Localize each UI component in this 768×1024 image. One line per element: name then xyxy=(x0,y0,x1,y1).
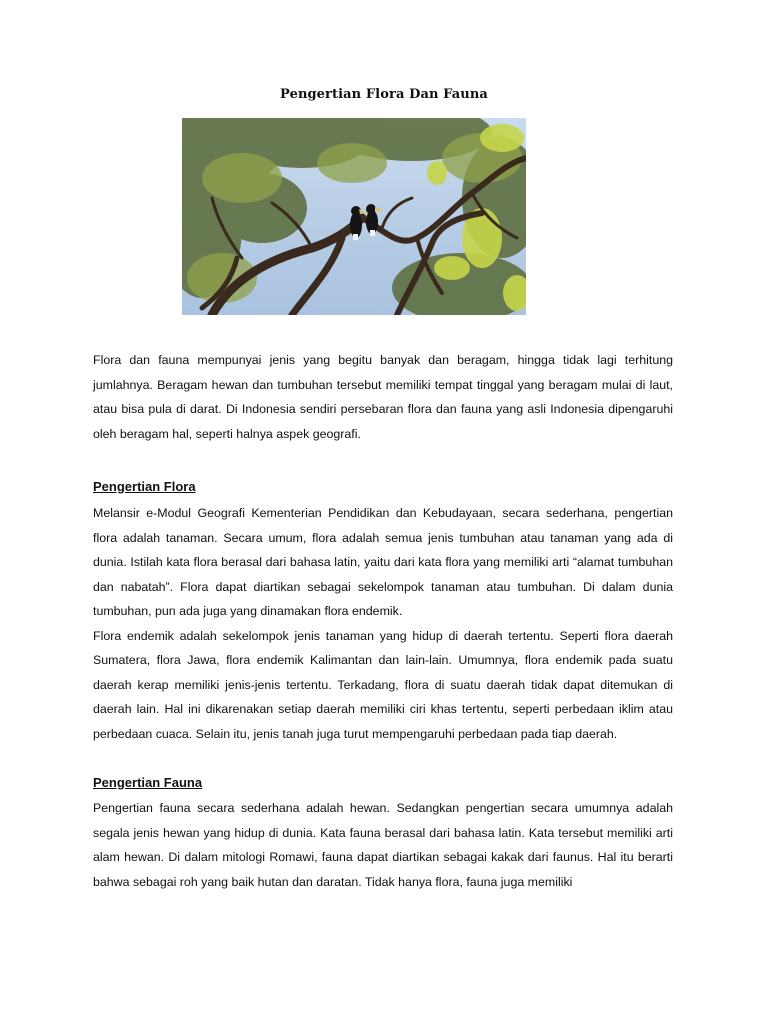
fauna-paragraph-1: Pengertian fauna secara sederhana adalah hewan. Sedangkan pengertian secara umumnya adalah segala jenis hewan yang hidup di dunia. Kata fauna berasal dari bahasa latin. Kata tersebut memiliki arti alam hewan. Di dalam mitologi Romawi, fauna dapat diartikan sebagai kakak dari faunus. Hal itu berarti bahwa sebagai roh yang baik hutan dan daratan. Tidak hanya flora, fauna juga memiliki xyxy=(93,801,673,889)
intro-paragraph xyxy=(93,348,673,446)
document-title: Pengertian Flora Dan Fauna xyxy=(280,87,488,102)
flora-section-body xyxy=(93,501,673,746)
hornbills-tree-photo xyxy=(182,118,526,315)
flora-paragraph-2: Flora endemik adalah sekelompok jenis tanaman yang hidup di daerah tertentu. Seperti flora daerah Sumatera, flora Jawa, flora endemik Kalimantan dan lain-lain. Umumnya, flora endemik pada suatu daerah kerap memiliki jenis-jenis tertentu. Terkadang, flora di suatu daerah tidak dapat ditemukan di daerah lain. Hal ini dikarenakan setiap daerah memiliki ciri khas tertentu, seperti perbedaan iklim atau perbedaan cuaca. Selain itu, jenis tanah juga turut mempengaruhi perbedaan pada tiap daerah. xyxy=(93,628,673,741)
flora-heading: Pengertian Flora xyxy=(93,479,196,494)
flora-paragraph-1: Melansir e-Modul Geografi Kementerian Pendidikan dan Kebudayaan, secara sederhana, pengertian flora adalah tanaman. Secara umum, flora adalah semua jenis tumbuhan atau tanaman yang ada di dunia. Istilah kata flora berasal dari bahasa latin, yaitu dari kata flora yang memiliki arti “alamat tumbuhan dan nabatah”. Flora dapat diartikan sebagai sekelompok tanaman atau tumbuhan. Di dalam dunia tumbuhan, pun ada juga yang dinamakan flora endemik. xyxy=(93,506,673,618)
fauna-section-body xyxy=(93,796,673,894)
intro-text: Flora dan fauna mempunyai jenis yang begitu banyak dan beragam, hingga tidak lagi terhitung jumlahnya. Beragam hewan dan tumbuhan tersebut memiliki tempat tinggal yang beragam mulai di laut, atau bisa pula di darat. Di Indonesia sendiri persebaran flora dan fauna yang asli Indonesia dipengaruhi oleh beragam hal, seperti halnya aspek geografi. xyxy=(93,353,673,441)
fauna-heading: Pengertian Fauna xyxy=(93,775,203,790)
